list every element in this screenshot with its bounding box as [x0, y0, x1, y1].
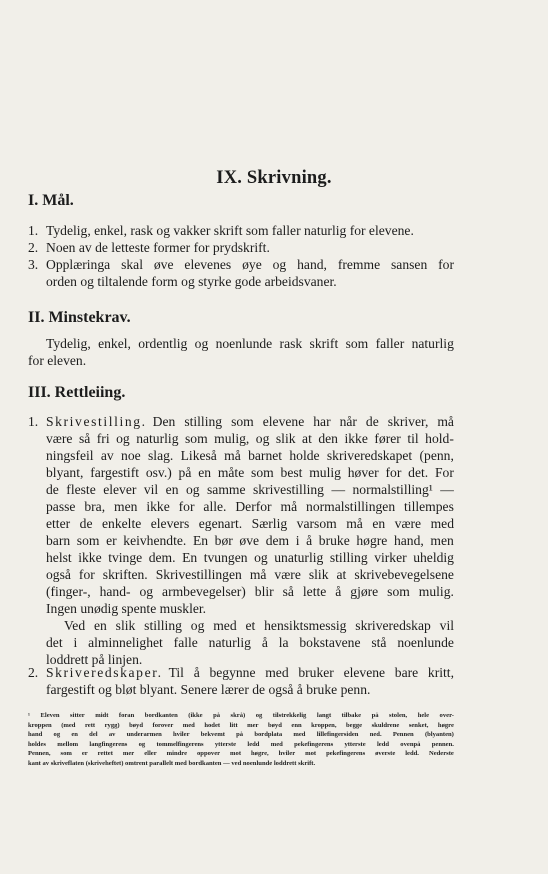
word: Eleven: [40, 712, 60, 719]
word: må: [249, 567, 267, 582]
word: være: [274, 567, 301, 582]
word: foran: [118, 712, 135, 719]
word: tilstrekkelig: [272, 712, 307, 719]
word: en: [165, 482, 179, 497]
word: i: [73, 635, 78, 650]
word: med: [265, 665, 289, 680]
word: av: [100, 448, 114, 463]
paragraph-line: loddrett på linjen.: [46, 652, 143, 667]
word: faller: [375, 336, 405, 351]
word: noenlunde: [215, 336, 273, 351]
word: på: [178, 465, 192, 480]
word: en: [372, 516, 386, 531]
word: Likeså: [180, 448, 217, 463]
word: falle: [173, 635, 198, 650]
word: (ikke: [188, 712, 203, 719]
word: måte: [217, 465, 245, 480]
word: å: [193, 665, 200, 680]
word: forover: [152, 721, 174, 729]
list-item-text: [46, 256, 454, 273]
word: hand,: [297, 257, 327, 272]
word: Ved: [64, 618, 86, 633]
word: lillefingersiden: [316, 731, 359, 739]
word: som: [185, 431, 208, 446]
word: tommelfingerens: [156, 740, 204, 748]
paragraph-line: fargestift og bløt blyant. Senere lærer de også å bruke penn.: [46, 682, 371, 697]
word: bokstavene: [299, 635, 361, 650]
word: er: [106, 533, 117, 548]
footnote-line: [28, 712, 454, 720]
word: rygg): [104, 721, 120, 729]
word: tvungen: [203, 550, 248, 565]
word: har: [313, 414, 331, 429]
word: og: [255, 712, 263, 719]
word: barnet: [248, 448, 283, 463]
word: og: [190, 618, 205, 633]
word: stilling: [329, 550, 368, 565]
word: (blyanten): [424, 731, 454, 739]
word: gjøre: [350, 584, 379, 599]
word: rettet: [97, 750, 113, 758]
word: på: [236, 731, 244, 739]
word: senket,: [408, 721, 429, 729]
word: stå: [371, 635, 387, 650]
word: må: [437, 414, 454, 429]
word: og: [53, 731, 61, 739]
word: hele: [417, 712, 430, 719]
word: holdes: [28, 740, 46, 748]
word: fri: [96, 431, 110, 446]
word: naturlig: [136, 431, 179, 446]
word: oppover: [197, 750, 221, 758]
text-segment: [153, 413, 454, 430]
word: En: [182, 550, 198, 565]
text-segment: [169, 664, 454, 681]
word: slik: [308, 567, 329, 582]
list-number: 1.: [28, 414, 39, 429]
word: begynne: [209, 665, 256, 680]
word: å: [261, 635, 268, 650]
word: elevene: [262, 414, 305, 429]
word: barn: [46, 533, 71, 548]
word: mulig.: [418, 584, 454, 599]
word: være: [394, 516, 422, 531]
word: samme: [207, 482, 246, 497]
word: passe: [46, 499, 76, 514]
word: også: [46, 567, 71, 582]
word: pekefingerens: [294, 740, 334, 748]
word: For: [434, 465, 454, 480]
word: skal: [121, 257, 143, 272]
word: bruke: [318, 533, 350, 548]
word: en: [93, 618, 107, 633]
list-item-text: orden og tiltalende form og styrke gode arbeidsvaner.: [46, 274, 337, 289]
word: men: [114, 499, 138, 514]
word: så: [78, 431, 91, 446]
list-item-text: Tydelig, enkel, rask og vakker skrift som faller naturlig for elevene.: [46, 223, 414, 238]
word: som: [76, 533, 100, 548]
word: øve: [239, 533, 260, 548]
word: tilbake: [341, 712, 362, 719]
word: for: [385, 465, 402, 480]
word: rask: [279, 336, 303, 351]
word: tvinge: [108, 550, 143, 565]
word: hodet: [204, 721, 221, 729]
word: ikke: [344, 431, 368, 446]
list-number: 2.: [28, 665, 39, 680]
word: med: [430, 516, 454, 531]
word: mellom: [57, 740, 79, 748]
paragraph-line: [46, 447, 454, 464]
word: bøyd: [129, 721, 144, 729]
word: pennen.: [431, 740, 454, 748]
word: og: [139, 584, 154, 599]
list-item-first-line: [46, 413, 454, 430]
section-heading-maal: I. Mål.: [28, 192, 74, 209]
word: noenlunde: [397, 635, 454, 650]
word: den: [318, 431, 338, 446]
word: En: [192, 533, 209, 548]
word: (finger-,: [46, 584, 91, 599]
word: en: [198, 465, 212, 480]
word: blyant,: [46, 465, 84, 480]
word: vil: [439, 618, 454, 633]
word: skrå): [230, 712, 246, 719]
word: la: [278, 635, 289, 650]
term-label: Skrivestilling.: [46, 414, 147, 429]
word: høgre: [356, 533, 388, 548]
word: bordplata: [254, 731, 283, 739]
word: (penn,: [419, 448, 454, 463]
word: langt: [316, 712, 332, 719]
word: med: [270, 740, 283, 748]
paragraph-line: [46, 430, 454, 447]
word: elever: [103, 482, 137, 497]
word: ledd: [376, 740, 390, 748]
word: mer: [122, 750, 135, 758]
word: skriveredskap: [355, 618, 431, 633]
word: skuldrene: [371, 721, 400, 729]
word: Særlig: [251, 516, 288, 531]
word: fører: [374, 431, 401, 446]
paragraph-line: [46, 532, 454, 549]
word: og: [138, 740, 146, 748]
word: de: [46, 482, 59, 497]
word: Til: [168, 665, 184, 680]
word: ikke: [78, 550, 102, 565]
paragraph-line: for eleven.: [28, 353, 87, 368]
word: hviler: [278, 750, 296, 758]
word: kroppen,: [311, 721, 337, 729]
word: midt: [95, 712, 109, 719]
word: som: [231, 414, 254, 429]
word: ytterste: [344, 740, 366, 748]
word: uheldig: [413, 550, 454, 565]
word: å: [335, 584, 342, 599]
word: slik: [275, 431, 296, 446]
word: slag.: [148, 448, 174, 463]
word: alle.: [203, 499, 227, 514]
word: normalstillingen: [306, 499, 396, 514]
word: eller: [144, 750, 157, 758]
word: mulig,: [214, 431, 250, 446]
word: høver: [347, 465, 379, 480]
word: for: [78, 567, 95, 582]
word: men: [430, 533, 454, 548]
word: og: [116, 431, 130, 446]
word: hand-: [99, 584, 131, 599]
word: keivhendte.: [123, 533, 187, 548]
word: helst: [46, 550, 72, 565]
word: skriveredskapet: [326, 448, 413, 463]
paragraph-line: [46, 583, 454, 600]
word: elevers: [150, 516, 190, 531]
paragraph-line: [46, 481, 454, 498]
word: øye: [242, 257, 262, 272]
word: etter: [46, 516, 71, 531]
word: kritt,: [427, 665, 454, 680]
word: noe: [121, 448, 141, 463]
word: begge: [345, 721, 363, 729]
word: unaturlig: [274, 550, 324, 565]
word: skriver,: [387, 414, 429, 429]
word: og: [185, 482, 200, 497]
paragraph-line: [46, 335, 454, 352]
word: bra,: [84, 499, 106, 514]
paragraph-line: [46, 634, 454, 651]
word: som: [345, 336, 369, 351]
word: lette: [302, 584, 327, 599]
word: stilling: [184, 414, 223, 429]
word: høgre,: [251, 750, 269, 758]
word: bøyd: [267, 721, 282, 729]
word: mot: [305, 750, 317, 758]
word: som: [251, 465, 274, 480]
word: armbevegelser): [162, 584, 246, 599]
footnote-line: [28, 741, 454, 749]
footnote-line: [28, 750, 454, 758]
word: slik: [115, 618, 136, 633]
word: dem.: [148, 550, 176, 565]
word: så: [282, 584, 294, 599]
word: skrivestilling: [252, 482, 324, 497]
word: ordentlig: [138, 336, 188, 351]
word: pekefingerens: [326, 750, 366, 758]
word: på: [371, 712, 379, 719]
word: og: [272, 257, 287, 272]
footnote-line: kant av skriveflaten (skriveheftet) omtrent parallelt med bordkanten — ved noenlunde loddrett skrift.: [28, 760, 316, 767]
word: fargestift: [90, 465, 140, 480]
word: skrivebevegelsene: [354, 567, 454, 582]
word: mot: [230, 750, 242, 758]
word: som: [60, 750, 72, 758]
word: bare: [394, 665, 419, 680]
word: Pennen: [392, 731, 414, 739]
word: ledd: [247, 740, 260, 748]
paragraph-line: [46, 515, 454, 532]
word: enkelte: [102, 516, 142, 531]
word: ned.: [369, 731, 382, 739]
word: blir: [254, 584, 274, 599]
word: når: [339, 414, 357, 429]
paragraph-line: [46, 464, 454, 481]
word: og: [194, 336, 209, 351]
word: øverste: [375, 750, 396, 758]
word: med: [293, 731, 306, 739]
word: del: [89, 731, 98, 739]
word: ningsfeil: [46, 448, 94, 463]
word: med: [213, 618, 237, 633]
word: Pennen,: [28, 750, 51, 758]
word: egenart.: [198, 516, 243, 531]
word: Derfor: [235, 499, 272, 514]
word: i: [295, 533, 300, 548]
footnote-line: [28, 722, 454, 730]
word: på: [213, 712, 221, 719]
word: kroppen: [28, 721, 52, 729]
section-heading-rettleiing: III. Rettleiing.: [28, 384, 126, 401]
word: rett: [84, 721, 96, 729]
word: varsom: [296, 516, 337, 531]
word: at: [302, 431, 312, 446]
word: fremme: [337, 257, 381, 272]
word: Den: [152, 414, 176, 429]
paragraph-line: Ingen unødig spente muskler.: [46, 601, 207, 616]
list-number: 2.: [28, 240, 39, 255]
word: Nederste: [428, 750, 454, 758]
word: ¹: [28, 712, 30, 719]
word: ledd.: [405, 750, 419, 758]
word: tillempes: [404, 499, 454, 514]
word: øve: [153, 257, 174, 272]
word: underarmen: [126, 731, 162, 739]
word: med: [182, 721, 195, 729]
list-item-first-line: [46, 664, 454, 681]
word: Skrivestillingen: [155, 567, 242, 582]
word: må: [280, 499, 298, 514]
word: en: [71, 731, 78, 739]
word: sansen: [391, 257, 428, 272]
word: må: [224, 448, 241, 463]
paragraph-line: [46, 549, 454, 566]
footnote-line: [28, 731, 454, 739]
word: (med: [61, 721, 76, 729]
list-number: 1.: [28, 223, 39, 238]
paragraph-line: [46, 498, 454, 515]
word: at: [336, 567, 347, 582]
word: —: [331, 482, 346, 497]
word: for: [178, 499, 195, 514]
word: hensiktsmessig: [264, 618, 347, 633]
word: enn: [291, 721, 302, 729]
word: elevenes: [184, 257, 232, 272]
word: mulig: [309, 465, 341, 480]
word: ytterste: [214, 740, 237, 748]
word: sitter: [70, 712, 85, 719]
word: det: [46, 635, 63, 650]
word: langfingerens: [89, 740, 128, 748]
word: er: [81, 750, 88, 758]
word: et: [245, 618, 256, 633]
word: hviler: [173, 731, 190, 739]
word: bør: [214, 533, 233, 548]
word: være: [46, 431, 73, 446]
word: alminnelighet: [88, 635, 163, 650]
word: hold-: [425, 431, 454, 446]
word: enkel,: [98, 336, 131, 351]
word: virker: [374, 550, 407, 565]
word: over-: [439, 712, 454, 719]
word: ovenpå: [400, 740, 421, 748]
word: det.: [408, 465, 429, 480]
word: til: [407, 431, 419, 446]
word: stolen,: [389, 712, 408, 719]
word: å: [306, 533, 313, 548]
word: hand,: [393, 533, 424, 548]
word: best: [280, 465, 303, 480]
word: holde: [289, 448, 320, 463]
word: hand: [28, 731, 43, 739]
word: naturlig: [208, 635, 251, 650]
word: naturlig: [411, 336, 454, 351]
word: stilling: [144, 618, 182, 633]
word: bordkanten: [144, 712, 178, 719]
word: normalstilling¹: [352, 482, 433, 497]
page-title: IX. Skrivning.: [216, 168, 332, 188]
section-heading-minstekrav: II. Minstekrav.: [28, 309, 131, 326]
word: —: [440, 482, 454, 497]
word: skriften.: [102, 567, 148, 582]
word: mindre: [166, 750, 188, 758]
word: dem: [265, 533, 290, 548]
word: elevene: [343, 665, 386, 680]
word: Opplæringa: [46, 257, 111, 272]
word: osv.): [145, 465, 172, 480]
word: og: [254, 550, 268, 565]
list-number: 3.: [28, 257, 39, 272]
word: mer: [247, 721, 259, 729]
paragraph-line: [64, 617, 454, 634]
word: og: [255, 431, 270, 446]
word: må: [346, 516, 363, 531]
word: fleste: [66, 482, 96, 497]
word: litt: [229, 721, 238, 729]
paragraph-line: [46, 566, 454, 583]
word: som: [387, 584, 410, 599]
word: de: [365, 414, 379, 429]
term-label: Skriveredskaper.: [46, 665, 163, 680]
list-item-text: Noen av de letteste former for prydskrift.: [46, 240, 270, 255]
word: ikke: [146, 499, 170, 514]
word: skrift: [309, 336, 339, 351]
word: høgre: [437, 721, 454, 729]
word: for: [438, 257, 454, 272]
word: av: [108, 731, 116, 739]
word: de: [79, 516, 93, 531]
word: bekvemt: [200, 731, 225, 739]
word: bruker: [298, 665, 334, 680]
word: Tydelig,: [46, 336, 91, 351]
word: vil: [143, 482, 159, 497]
